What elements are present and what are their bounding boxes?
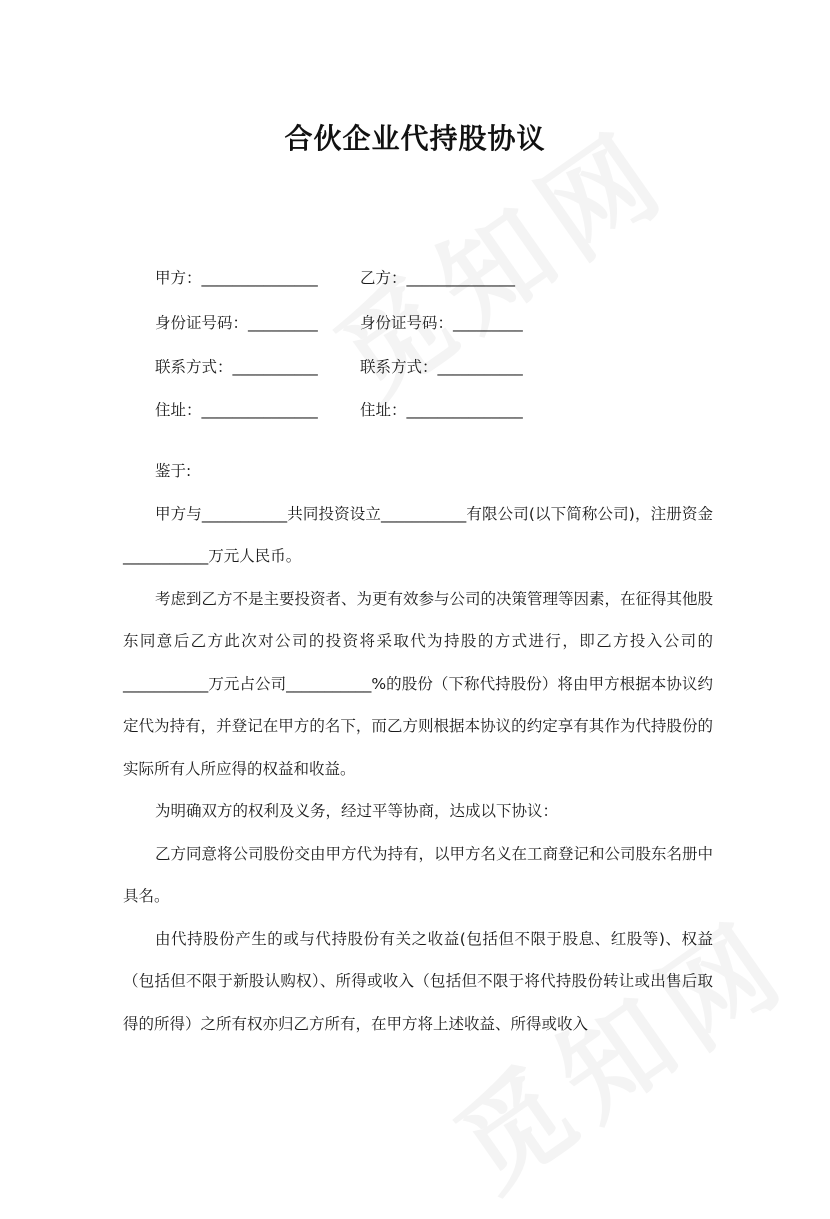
party-b-field: 乙方：______________ [360,269,516,287]
paragraph: 为明确双方的权利及义务，经过平等协商，达成以下协议： [155,802,559,820]
party-row [155,398,523,420]
address-a-field: 住址：_______________ [155,401,318,419]
contact-a-field: 联系方式：___________ [155,358,318,376]
address-b-field: 住址：_______________ [360,401,523,419]
paragraph: 甲方与___________共同投资设立___________有限公司(以下简称公司)，注册资金___________万元人民币。 [123,504,713,565]
party-row [155,311,523,333]
paragraph: 乙方同意将公司股份交由甲方代为持有，以甲方名义在工商登记和公司股东名册中具名。 [123,844,714,905]
id-b-field: 身份证号码：_________ [360,314,523,332]
party-a-field: 甲方：_______________ [155,269,318,287]
contact-b-field: 联系方式：___________ [360,358,523,376]
id-a-field: 身份证号码：_________ [155,314,318,332]
paragraph: 考虑到乙方不是主要投资者、为更有效参与公司的决策管理等因素，在征得其他股东同意后乙方此次对公司的投资将采取代为持股的方式进行，即乙方投入公司的___________万元占公司___________%的股份（下称代持股份）将由甲方根据本协议约定代为持有，并登记在甲方的名下，而乙方则根据本协议的约定享有其作为代持股份的实际所有人所应得的权益和收益。 [123,589,714,778]
whereas-heading: 鉴于: [155,462,192,480]
party-row [155,266,516,288]
paragraph: 由代持股份产生的或与代持股份有关之收益(包括但不限于股息、红股等)、权益（包括但不限于新股认购权）、所得或收入（包括但不限于将代持股份转让或出售后取得的所得）之所有权亦归乙方所有，在甲方将上述收益、所得或收入 [123,929,713,1033]
document-title: 合伙企业代持股协议 [284,122,546,155]
document-body [123,450,713,1045]
party-row [155,355,523,377]
